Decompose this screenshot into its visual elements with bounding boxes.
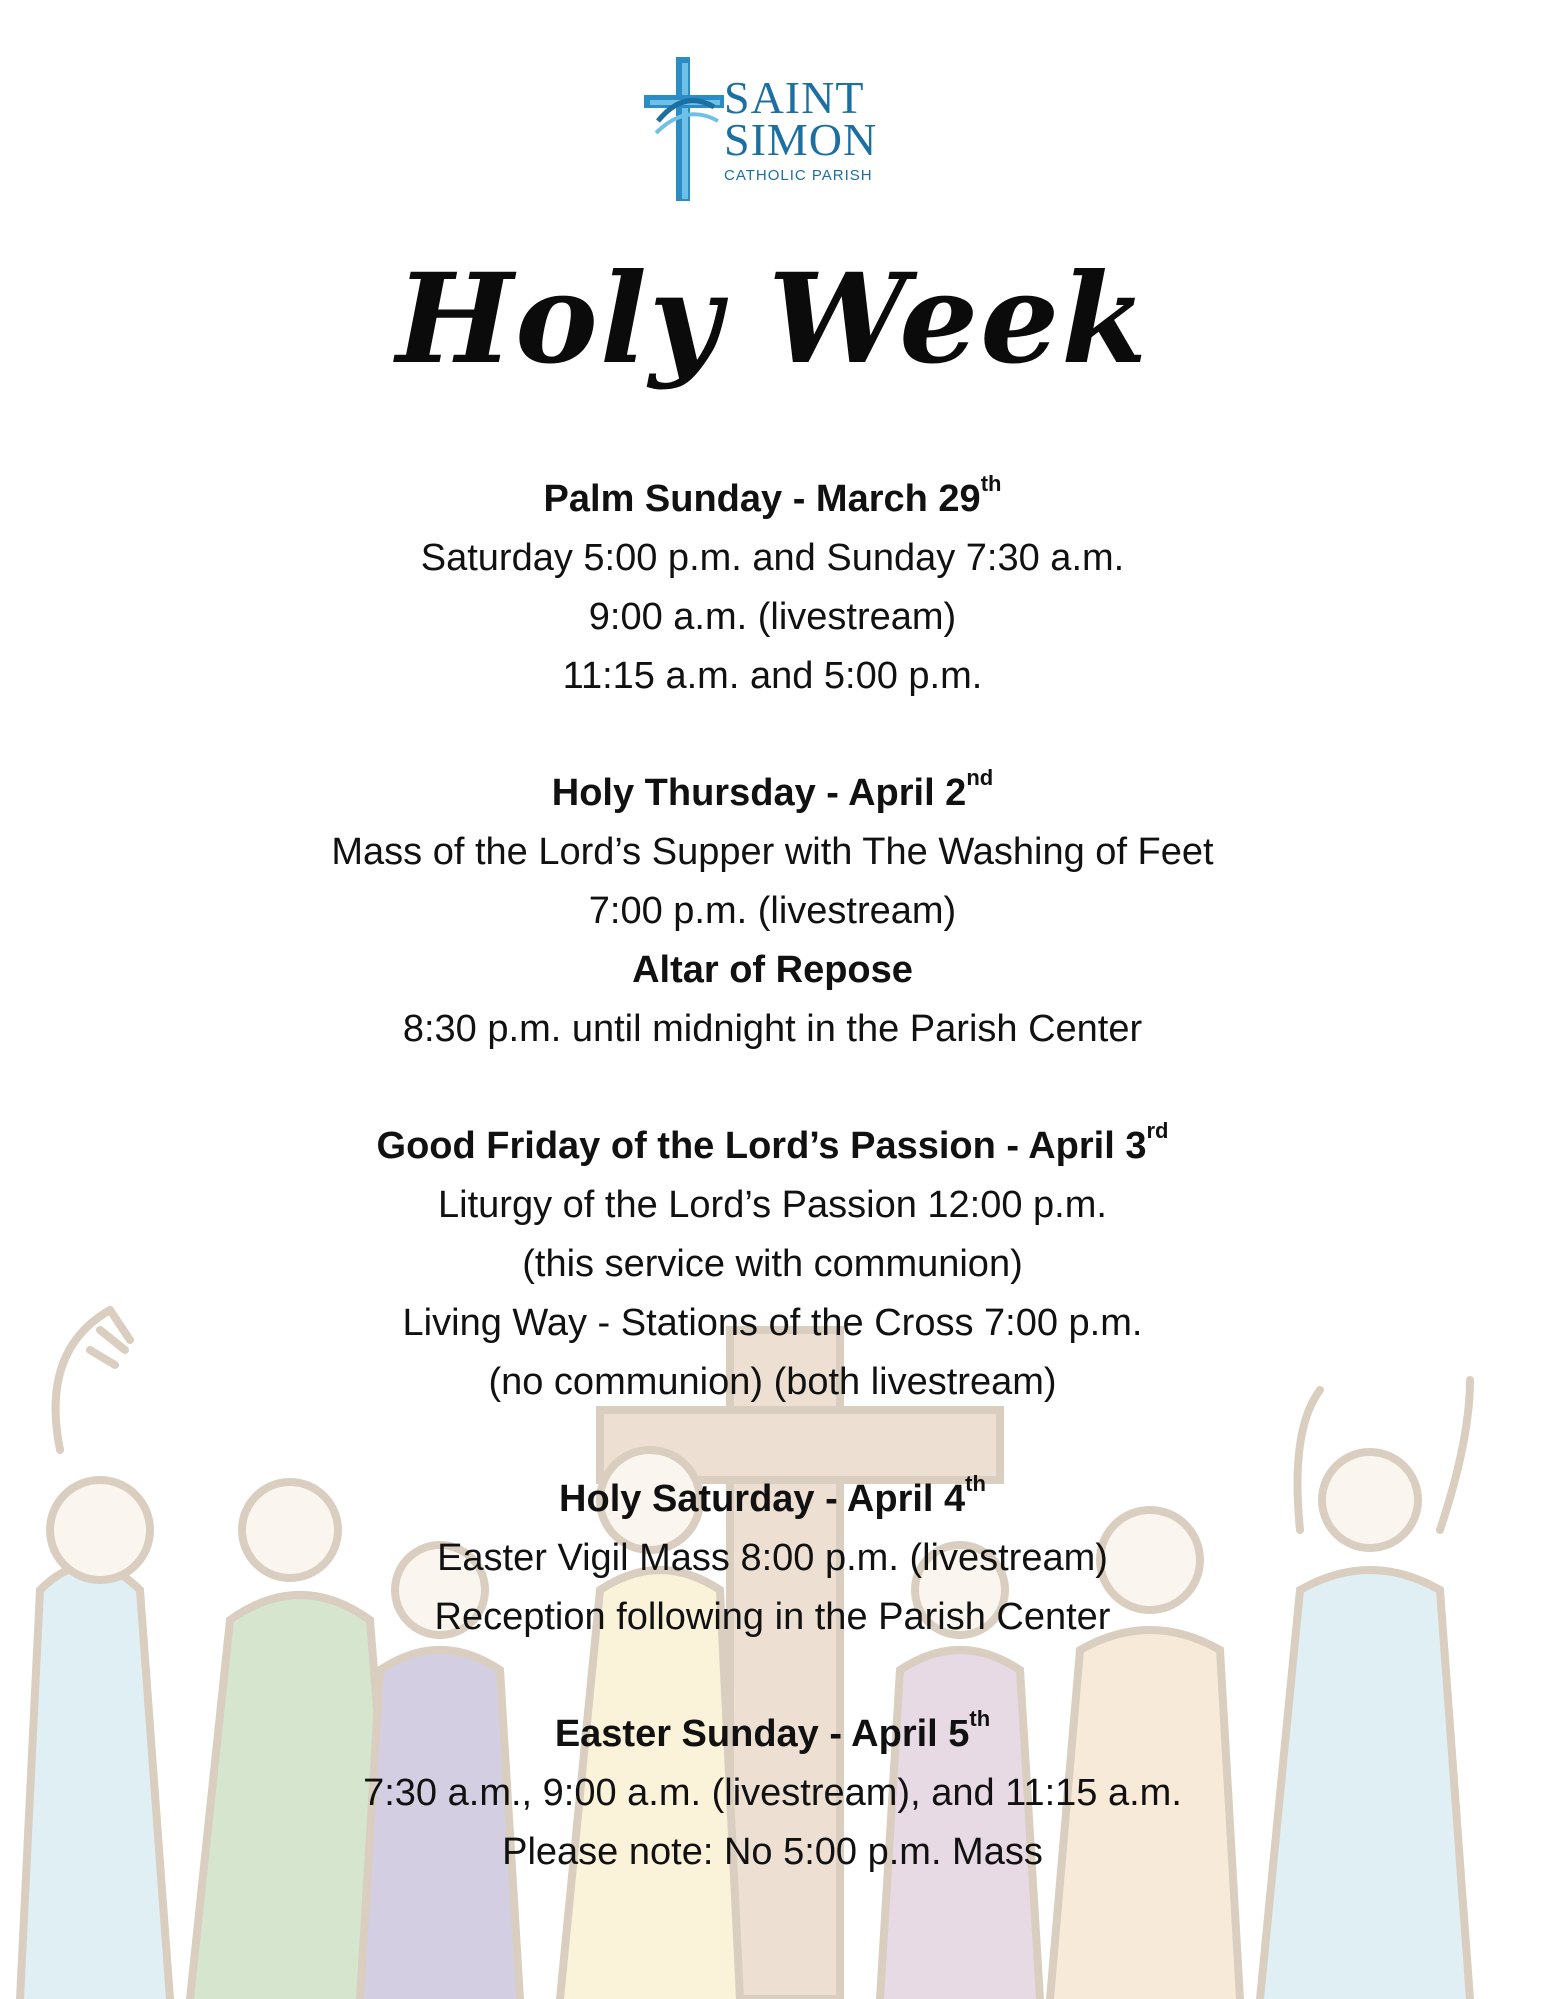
section-heading: Easter Sunday - April 5th	[554, 1706, 991, 1755]
schedule-line: 11:15 a.m. and 5:00 p.m.	[562, 655, 983, 697]
schedule-line: Easter Vigil Mass 8:00 p.m. (livestream)	[437, 1537, 1108, 1579]
schedule-line: Living Way - Stations of the Cross 7:00 p.m.	[402, 1302, 1143, 1344]
section-palm-sunday	[0, 470, 1545, 706]
heading-suffix: th	[969, 1706, 991, 1731]
parish-logo	[640, 55, 900, 205]
section-heading: Holy Thursday - April 2nd	[551, 765, 994, 814]
schedule-line: Please note: No 5:00 p.m. Mass	[502, 1831, 1043, 1873]
section-heading: Holy Saturday - April 4th	[559, 1471, 986, 1520]
schedule	[0, 470, 1545, 1940]
section-heading: Good Friday of the Lord’s Passion - April 3rd	[376, 1118, 1169, 1167]
schedule-line: (no communion) (both livestream)	[488, 1361, 1057, 1403]
logo-text	[724, 72, 878, 184]
section-holy-saturday	[0, 1470, 1545, 1647]
logo-line-saint: SAINT	[724, 72, 865, 123]
heading-suffix: nd	[966, 765, 994, 790]
section-subheading: Altar of Repose	[632, 949, 913, 991]
schedule-line: 8:30 p.m. until midnight in the Parish Center	[402, 1008, 1143, 1050]
schedule-line: 7:00 p.m. (livestream)	[588, 890, 957, 932]
schedule-line: Reception following in the Parish Center	[434, 1596, 1111, 1638]
schedule-line: 7:30 a.m., 9:00 a.m. (livestream), and 11:15 a.m.	[363, 1772, 1182, 1814]
schedule-line: 9:00 a.m. (livestream)	[588, 596, 957, 638]
heading-suffix: th	[980, 471, 1002, 496]
section-easter-sunday	[0, 1705, 1545, 1882]
schedule-line: Saturday 5:00 p.m. and Sunday 7:30 a.m.	[420, 537, 1125, 579]
page-title: Holy Week	[395, 247, 1150, 392]
section-good-friday	[0, 1117, 1545, 1412]
schedule-line: Liturgy of the Lord’s Passion 12:00 p.m.	[438, 1184, 1107, 1226]
section-holy-thursday	[0, 764, 1545, 1059]
heading-suffix: th	[965, 1471, 986, 1496]
logo-line-parish: CATHOLIC PARISH	[724, 167, 873, 184]
logo-line-simon: SIMON	[724, 114, 878, 165]
schedule-line: (this service with communion)	[522, 1243, 1023, 1285]
cross-icon	[640, 55, 730, 205]
heading-suffix: rd	[1146, 1118, 1169, 1143]
section-heading: Palm Sunday - March 29th	[543, 471, 1002, 520]
schedule-line: Mass of the Lord’s Supper with The Washing of Feet	[331, 831, 1214, 873]
